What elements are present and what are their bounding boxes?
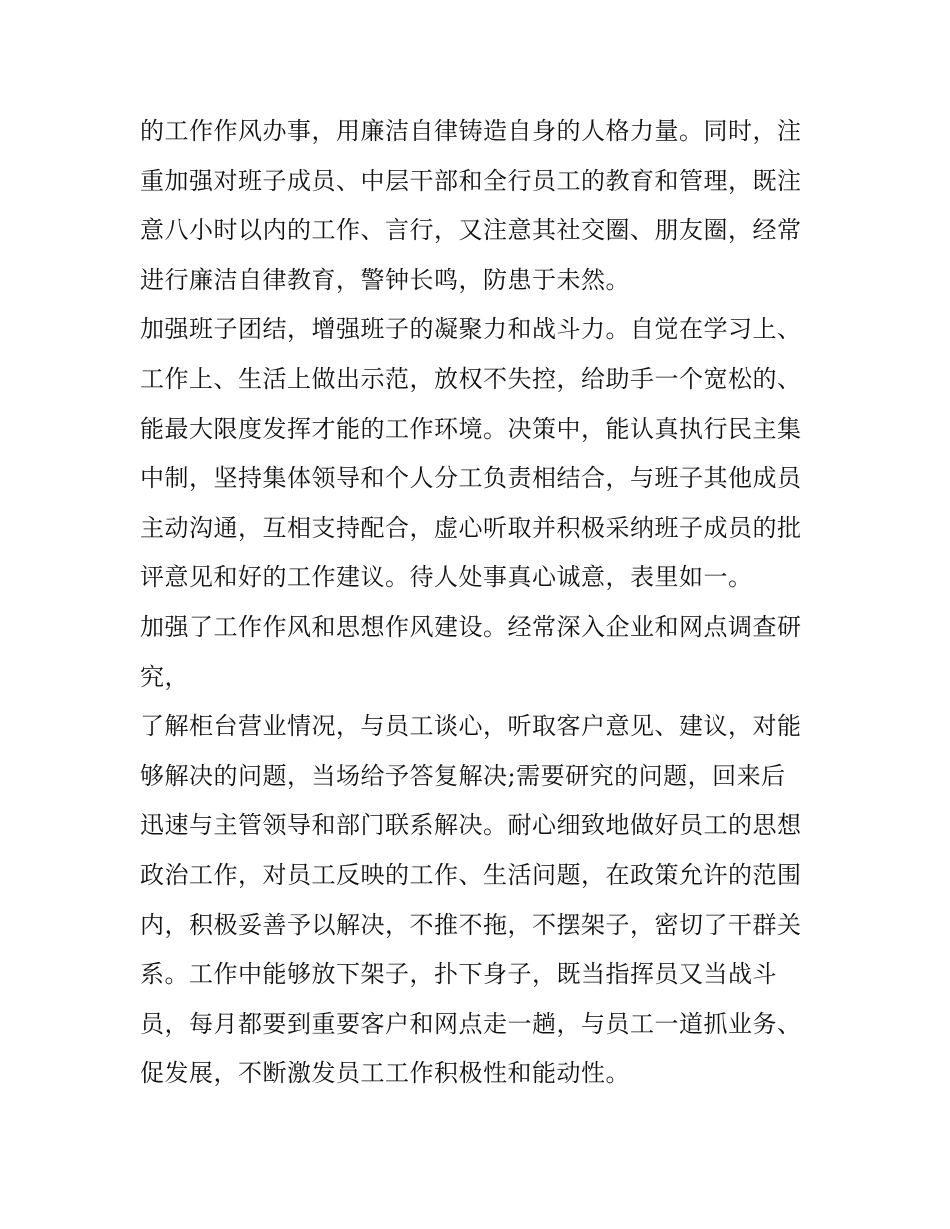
text-line: 了解柜台营业情况，与员工谈心，听取客户意见、建议，对能 xyxy=(140,712,802,741)
text-line: 加强了工作作风和思想作风建设。经常深入企业和网点调查研 xyxy=(140,612,802,641)
text-line: 加强班子团结，增强班子的凝聚力和战斗力。自觉在学习上、 xyxy=(140,315,802,344)
text-line: 究， xyxy=(140,662,189,691)
text-line: 够解决的问题，当场给予答复解决;需要研究的问题，回来后 xyxy=(140,761,786,790)
text-line: 员，每月都要到重要客户和网点走一趟，与员工一道抓业务、 xyxy=(140,1009,802,1038)
text-line: 政治工作，对员工反映的工作、生活问题，在政策允许的范围 xyxy=(140,860,802,889)
text-line: 意八小时以内的工作、言行，又注意其社交圈、朋友圈，经常 xyxy=(140,216,802,245)
text-line: 进行廉洁自律教育，警钟长鸣，防患于未然。 xyxy=(140,265,630,294)
text-line: 迅速与主管领导和部门联系解决。耐心细致地做好员工的思想 xyxy=(140,811,802,840)
body-text xyxy=(140,107,820,1099)
text-line: 系。工作中能够放下架子，扑下身子，既当指挥员又当战斗 xyxy=(140,960,777,989)
text-line: 促发展，不断激发员工工作积极性和能动性。 xyxy=(140,1059,630,1088)
text-line: 工作上、生活上做出示范，放权不失控，给助手一个宽松的、 xyxy=(140,364,802,393)
text-line: 能最大限度发挥才能的工作环境。决策中，能认真执行民主集 xyxy=(140,414,802,443)
text-line: 内，积极妥善予以解决，不推不拖，不摆架子，密切了干群关 xyxy=(140,910,802,939)
text-line: 中制，坚持集体领导和个人分工负责相结合，与班子其他成员 xyxy=(140,464,802,493)
text-line: 重加强对班子成员、中层干部和全行员工的教育和管理，既注 xyxy=(140,166,802,195)
text-line: 评意见和好的工作建议。待人处事真心诚意，表里如一。 xyxy=(140,563,753,592)
text-line: 的工作作风办事，用廉洁自律铸造自身的人格力量。同时，注 xyxy=(140,117,802,145)
text-line: 主动沟通，互相支持配合，虚心听取并积极采纳班子成员的批 xyxy=(140,513,802,542)
